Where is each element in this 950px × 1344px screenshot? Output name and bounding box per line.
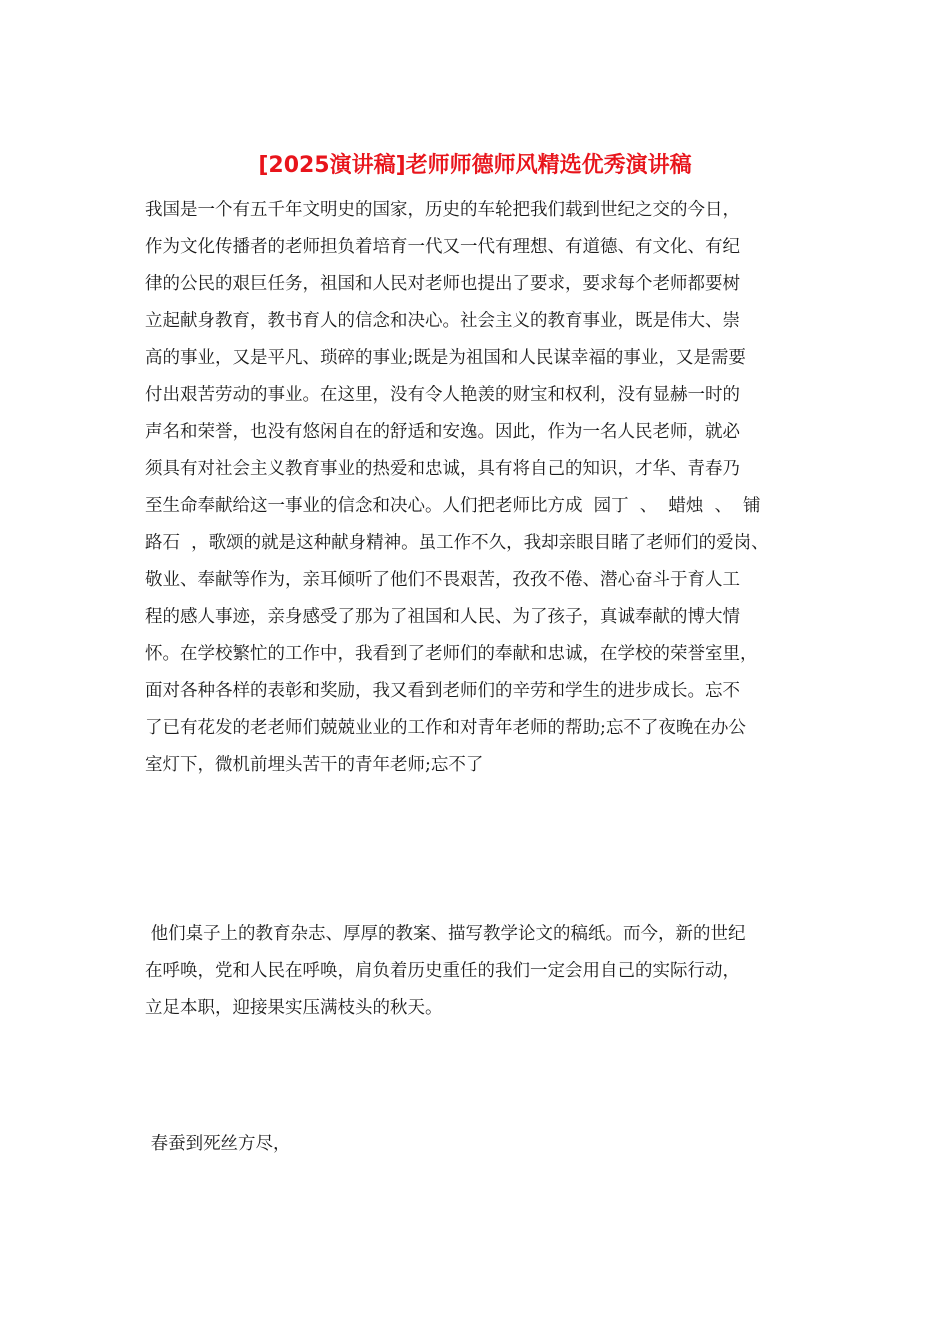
text-line: 敬业、奉献等作为，亲耳倾听了他们不畏艰苦，孜孜不倦、潜心奋斗于育人工: [145, 570, 740, 590]
text-line: 面对各种各样的表彰和奖励，我又看到老师们的辛劳和学生的进步成长。忘不: [145, 681, 740, 701]
text-line: 在呼唤，党和人民在呼唤，肩负着历史重任的我们一定会用自己的实际行动，: [145, 961, 740, 981]
text-line: 作为文化传播者的老师担负着培育一代又一代有理想、有道德、有文化、有纪: [145, 237, 740, 257]
text-line: 路石 ，歌颂的就是这种献身精神。虽工作不久，我却亲眼目睹了老师们的爱岗、: [145, 533, 769, 553]
text-line: 我国是一个有五千年文明史的国家，历史的车轮把我们载到世纪之交的今日，: [145, 200, 740, 220]
text-line: 了已有花发的老老师们兢兢业业的工作和对青年老师的帮助;忘不了夜晚在办公: [145, 718, 746, 738]
text-line: 程的感人事迹，亲身感受了那为了祖国和人民、为了孩子，真诚奉献的博大情: [145, 607, 740, 627]
text-line: 立起献身教育，教书育人的信念和决心。社会主义的教育事业，既是伟大、崇: [145, 311, 740, 331]
text-line: 声名和荣誉，也没有悠闲自在的舒适和安逸。因此，作为一名人民老师，就必: [145, 422, 740, 442]
text-line: 高的事业，又是平凡、琐碎的事业;既是为祖国和人民谋幸福的事业，又是需要: [145, 348, 746, 368]
text-line: 春蚕到死丝方尽，: [145, 1134, 291, 1154]
text-line: 立足本职，迎接果实压满枝头的秋天。: [145, 998, 443, 1018]
text-line: 室灯下，微机前埋头苦干的青年老师;忘不了: [145, 755, 484, 775]
text-line: 须具有对社会主义教育事业的热爱和忠诚，具有将自己的知识，才华、青春乃: [145, 459, 740, 479]
text-line: 至生命奉献给这一事业的信念和决心。人们把老师比方成 园丁 、 蜡烛 、 铺: [145, 496, 761, 516]
text-line: 律的公民的艰巨任务，祖国和人民对老师也提出了要求，要求每个老师都要树: [145, 274, 740, 294]
text-line: 怀。在学校繁忙的工作中，我看到了老师们的奉献和忠诚，在学校的荣誉室里，: [145, 644, 758, 664]
text-line: 付出艰苦劳动的事业。在这里，没有令人艳羡的财宝和权利，没有显赫一时的: [145, 385, 740, 405]
document-title: [2025演讲稿]老师师德师风精选优秀演讲稿: [258, 153, 692, 178]
text-line: 他们桌子上的教育杂志、厚厚的教案、描写教学论文的稿纸。而今，新的世纪: [145, 924, 746, 944]
